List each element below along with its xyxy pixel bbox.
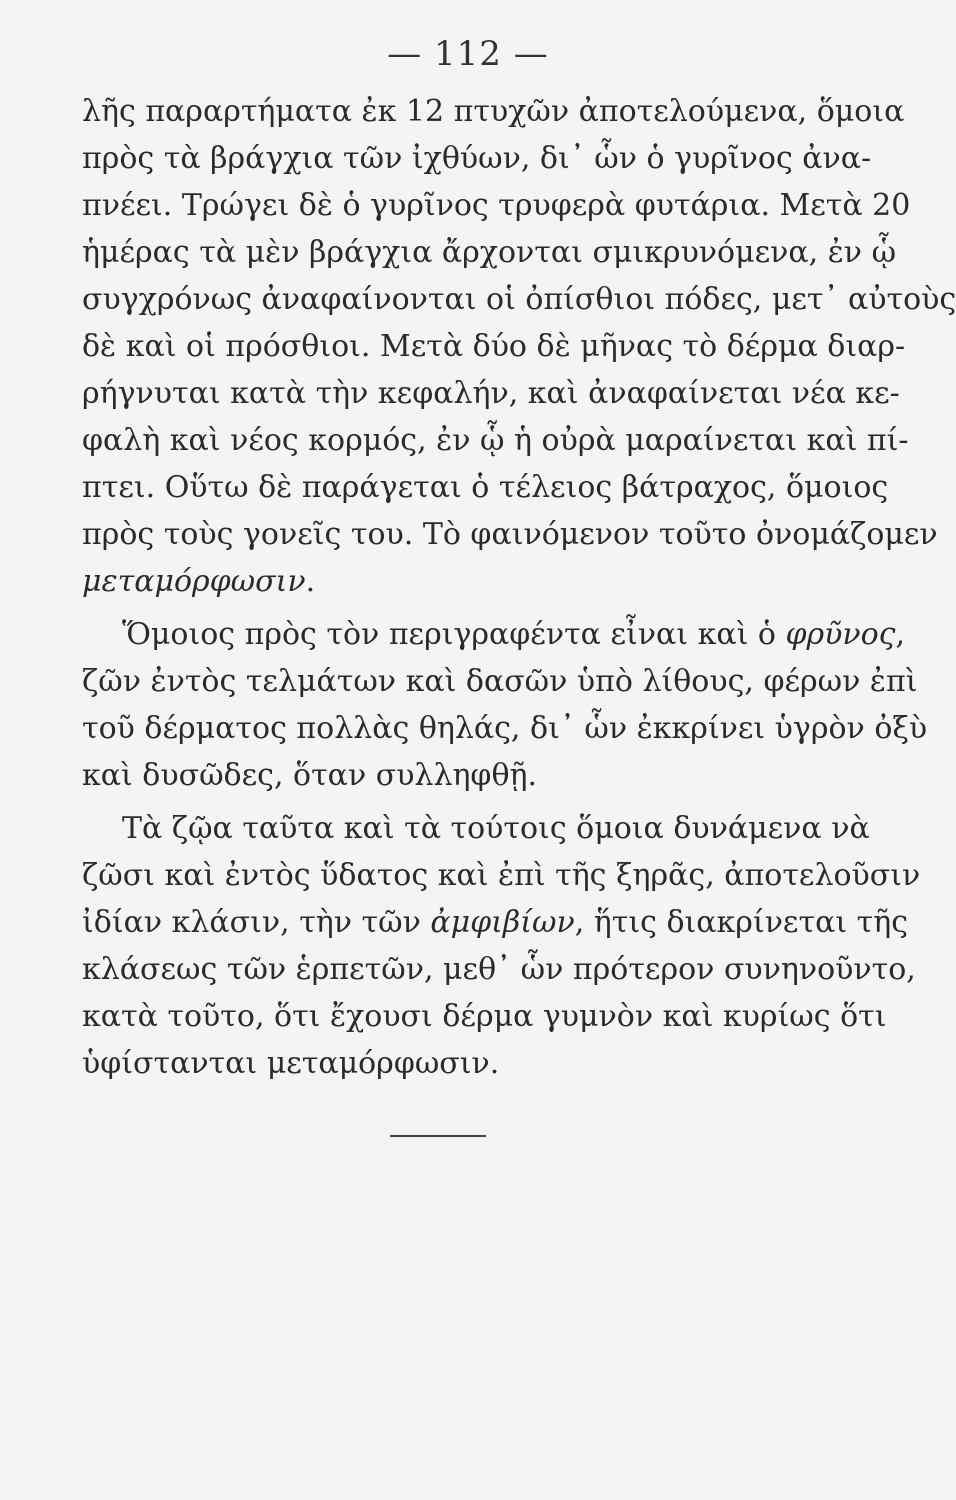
text-line bbox=[82, 899, 908, 946]
page-number: — 112 — bbox=[387, 34, 549, 74]
text-fragment: . bbox=[305, 564, 316, 599]
text-fragment: ἰδίαν κλάσιν, τὴν τῶν bbox=[82, 905, 431, 940]
text-line: κατὰ τοῦτο, ὅτι ἔχουσι δέρμα γυμνὸν καὶ κυρίως ὅτι bbox=[82, 999, 887, 1034]
text-line: κλάσεως τῶν ἑρπετῶν, μεθ᾽ ὧν πρότερον συνηνοῦντο, bbox=[82, 952, 916, 987]
text-line: πνέει. Τρώγει δὲ ὁ γυρῖνος τρυφερὰ φυτάρια. Μετὰ 20 bbox=[82, 188, 911, 223]
text-line: φαλὴ καὶ νέος κορμός, ἐν ᾧ ἡ οὐρὰ μαραίνεται καὶ πί- bbox=[82, 423, 909, 458]
text-line: δὲ καὶ οἱ πρόσθιοι. Μετὰ δύο δὲ μῆνας τὸ δέρμα διαρ- bbox=[82, 329, 906, 364]
text-line: ζῶσι καὶ ἐντὸς ὕδατος καὶ ἐπὶ τῆς ξηρᾶς, ἀποτελοῦσιν bbox=[82, 858, 921, 893]
text-line: ὑφίστανται μεταμόρφωσιν. bbox=[82, 1046, 500, 1081]
text-line bbox=[82, 558, 856, 605]
text-line: λῆς παραρτήματα ἐκ 12 πτυχῶν ἀποτελούμενα, ὅμοια bbox=[82, 94, 905, 129]
emphasized-term: φρῦνος bbox=[785, 617, 896, 652]
section-divider bbox=[390, 1135, 486, 1137]
text-line: πτει. Οὕτω δὲ παράγεται ὁ τέλειος βάτραχος, ὅμοιος bbox=[82, 470, 889, 505]
text-line: πρὸς τὰ βράγχια τῶν ἰχθύων, δι᾽ ὧν ὁ γυρῖνος ἀνα- bbox=[82, 141, 872, 176]
text-line: ἡμέρας τὰ μὲν βράγχια ἄρχονται σμικρυνόμενα, ἐν ᾧ bbox=[82, 235, 897, 270]
text-line: πρὸς τοὺς γονεῖς του. Τὸ φαινόμενον τοῦτο ὀνομάζομεν bbox=[82, 517, 938, 552]
emphasized-term: ἀμφιβίων bbox=[430, 905, 575, 940]
text-line: τοῦ δέρματος πολλὰς θηλάς, δι᾽ ὧν ἐκκρίνει ὑγρὸν ὀξὺ bbox=[82, 711, 928, 746]
text-line: ζῶν ἐντὸς τελμάτων καὶ δασῶν ὑπὸ λίθους, φέρων ἐπὶ bbox=[82, 664, 918, 699]
text-line bbox=[82, 611, 906, 658]
text-line: ρήγνυται κατὰ τὴν κεφαλήν, καὶ ἀναφαίνεται νέα κε- bbox=[82, 376, 900, 411]
text-fragment: Ὅμοιος πρὸς τὸν περιγραφέντα εἶναι καὶ ὁ bbox=[122, 617, 786, 652]
body-text bbox=[82, 88, 956, 1087]
text-fragment: , bbox=[895, 617, 906, 652]
text-line: Τὰ ζῷα ταῦτα καὶ τὰ τούτοις ὅμοια δυνάμενα νὰ bbox=[122, 811, 870, 846]
text-line: συγχρόνως ἀναφαίνονται οἱ ὀπίσθιοι πόδες, μετ᾽ αὐτοὺς bbox=[82, 282, 956, 317]
text-fragment: , ἥτις διακρίνεται τῆς bbox=[574, 905, 908, 940]
text-line: καὶ δυσῶδες, ὅταν συλληφθῇ. bbox=[82, 758, 538, 793]
emphasized-term: μεταμόρφωσιν bbox=[82, 564, 306, 599]
